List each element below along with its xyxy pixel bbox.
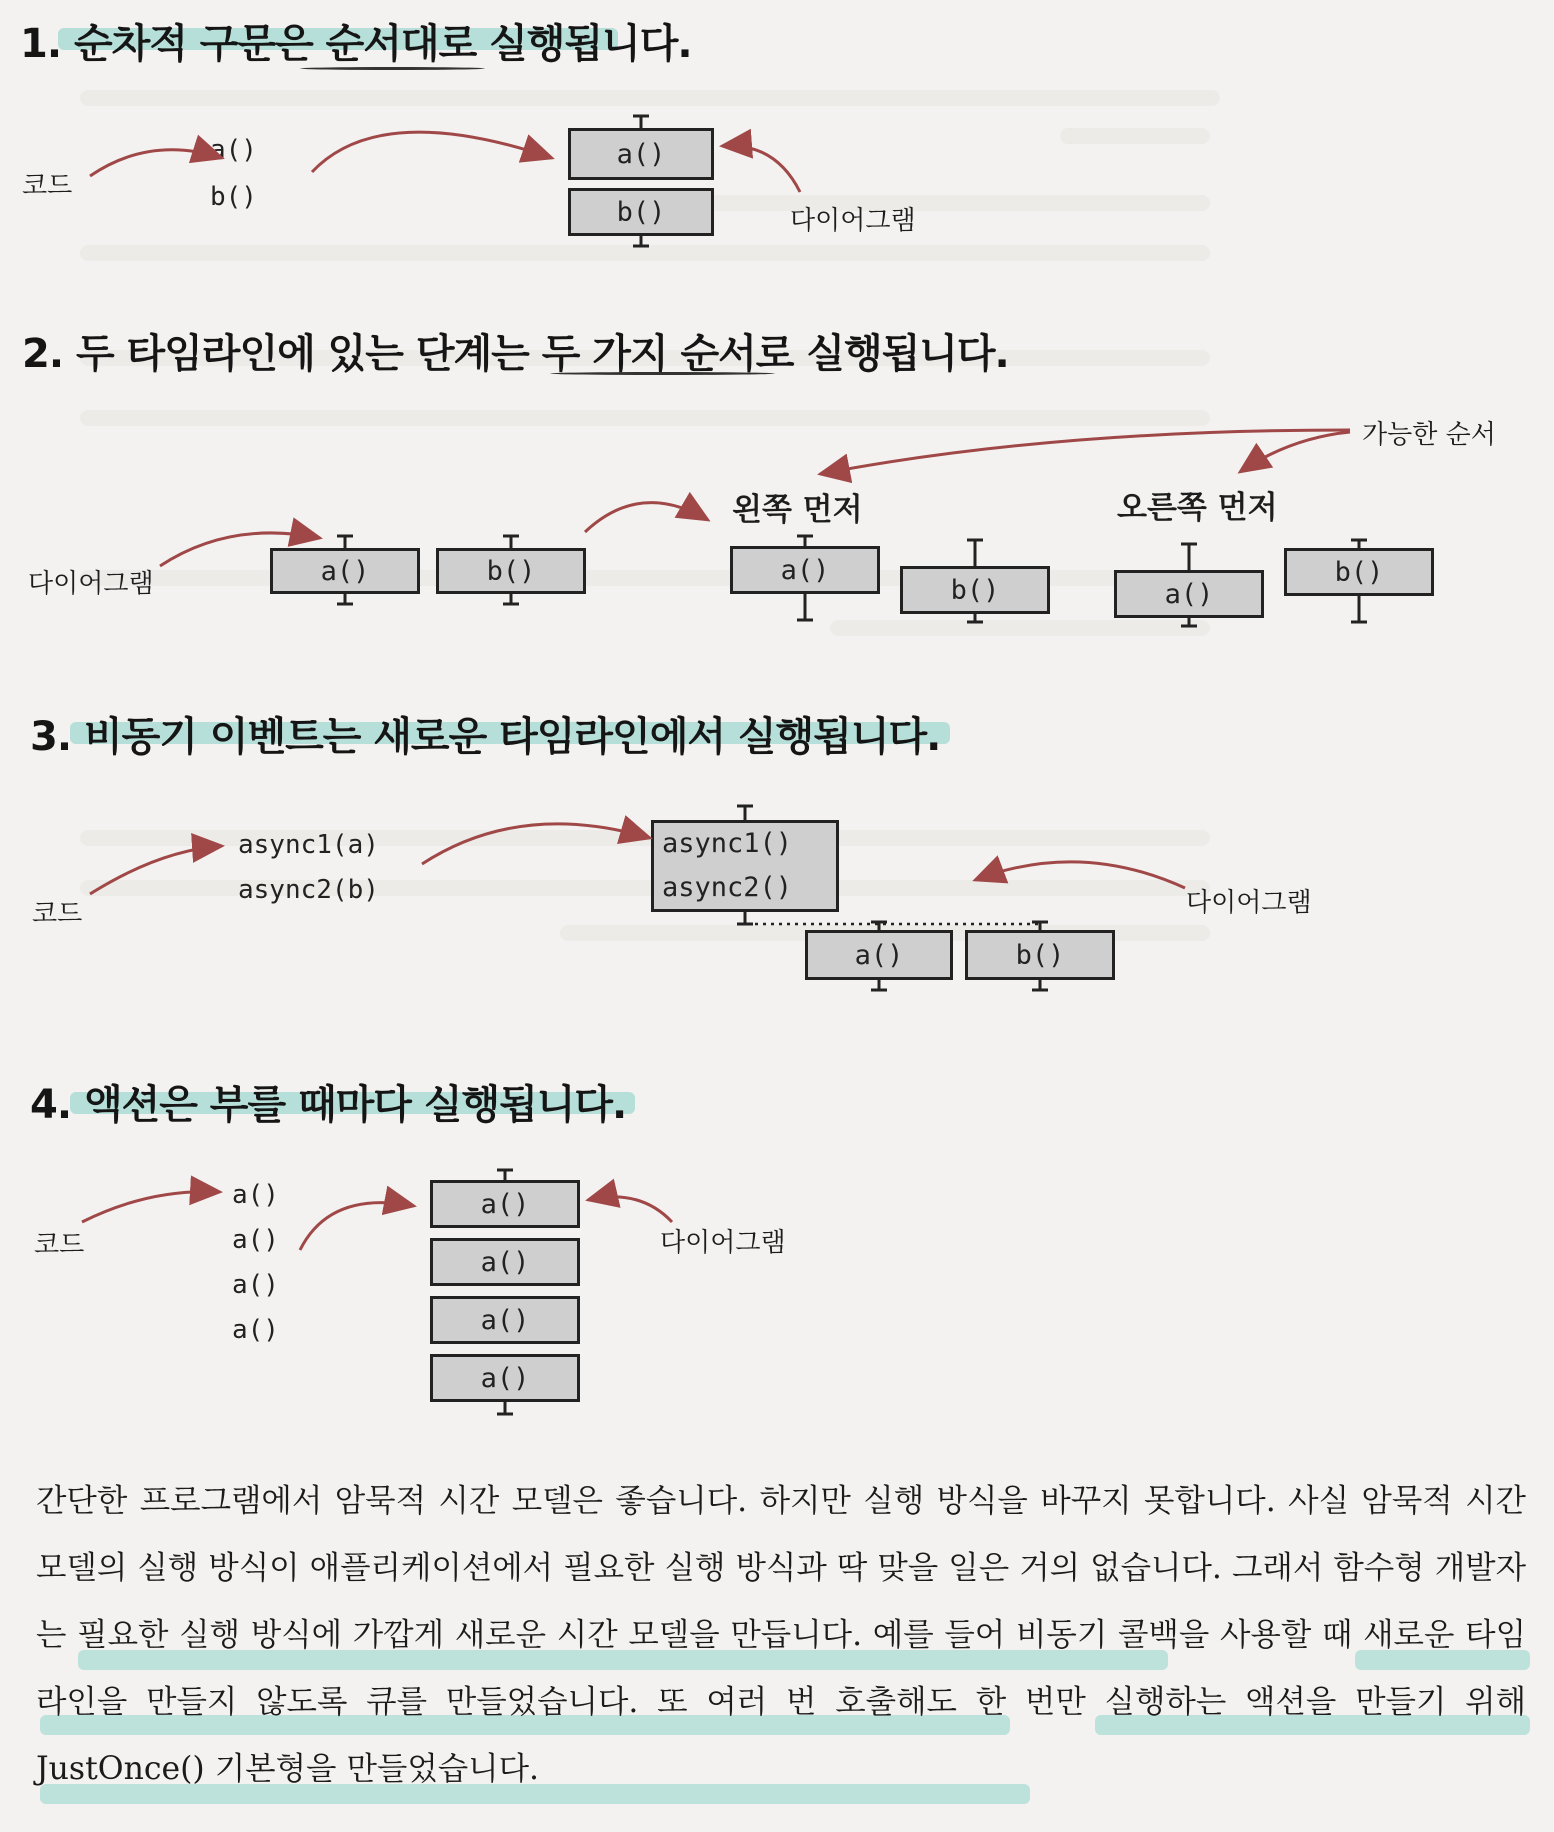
left-first-label: 왼쪽 먼저: [732, 492, 863, 528]
timeline-box: a(): [805, 930, 953, 980]
code-label: 코드: [34, 1230, 85, 1260]
code-line: b(): [210, 182, 257, 212]
section-3-heading: 3. 비동기 이벤트는 새로운 타임라인에서 실행됩니다.: [30, 714, 941, 760]
timeline-box: a(): [430, 1354, 580, 1402]
box-line: async1(): [662, 828, 793, 859]
bleed-through: [80, 90, 1220, 106]
arrow: [300, 1203, 414, 1250]
code-line: a(): [232, 1180, 279, 1210]
timeline-box: a(): [270, 548, 420, 594]
arrow: [588, 1197, 672, 1222]
code-line: async1(a): [238, 830, 379, 860]
arrow: [722, 146, 800, 192]
arrow: [82, 1192, 220, 1222]
arrow: [312, 132, 552, 172]
bleed-through: [830, 620, 1210, 636]
pen-underline: [300, 67, 485, 70]
timeline-box: b(): [900, 566, 1050, 614]
bleed-through: [1060, 128, 1210, 144]
timeline-box: a(): [430, 1296, 580, 1344]
arrow: [585, 503, 708, 532]
bleed-through: [690, 195, 1210, 211]
body-paragraph: 간단한 프로그램에서 암묵적 시간 모델은 좋습니다. 하지만 실행 방식을 바꾸지 못합니다. 사실 암묵적 시간 모델의 실행 방식이 애플리케이션에서 필요한 실행 방식과 딱 맞을 일은 거의 없습니다. 그래서 함수형 개발자는 필요한 실행 방식에 가깝게 새로운 시간 모델을 만듭니다. 예를 들어 비동기 콜백을 사용할 때 새로운 타임라인을 만들지 않도록 큐를 만들었습니다. 또 여러 번 호출해도 한 번만 실행하는 액션을 만들기 위해 JustOnce() 기본형을 만들었습니다.: [36, 1483, 1526, 1787]
timeline-box: a(): [568, 128, 714, 180]
timeline-box: a(): [430, 1180, 580, 1228]
timeline-box: b(): [436, 548, 586, 594]
code-line: async2(b): [238, 875, 379, 905]
section-4-heading: 4. 액션은 부를 때마다 실행됩니다.: [30, 1082, 627, 1128]
right-first-label: 오른쪽 먼저: [1117, 490, 1278, 526]
timeline-box: b(): [1284, 548, 1434, 596]
diagram-label: 다이어그램: [28, 569, 154, 599]
pen-underline: [550, 372, 775, 375]
section-1-heading: 1. 순차적 구문은 순서대로 실행됩니다.: [20, 21, 692, 67]
arrow: [90, 150, 222, 176]
arrow: [820, 430, 1350, 474]
code-line: a(): [232, 1315, 279, 1345]
diagram-label: 다이어그램: [660, 1228, 786, 1258]
bleed-through: [80, 410, 1210, 426]
possible-order-label: 가능한 순서: [1362, 420, 1496, 450]
section-2-heading: 2. 두 타임라인에 있는 단계는 두 가지 순서로 실행됩니다.: [22, 331, 1009, 377]
diagram-label: 다이어그램: [1186, 888, 1312, 918]
async-timeline-box: [651, 820, 839, 912]
timeline-box: a(): [730, 546, 880, 594]
arrow: [1240, 432, 1350, 472]
timeline-box: b(): [965, 930, 1115, 980]
timeline-box: a(): [1114, 570, 1264, 618]
diagram-label: 다이어그램: [790, 206, 916, 236]
timeline-box: b(): [568, 188, 714, 236]
box-line: async2(): [662, 872, 793, 903]
code-line: a(): [232, 1225, 279, 1255]
bleed-through: [80, 245, 1210, 261]
code-line: a(): [210, 135, 257, 165]
code-label: 코드: [22, 171, 73, 201]
code-label: 코드: [32, 899, 83, 929]
timeline-box: a(): [430, 1238, 580, 1286]
code-line: a(): [232, 1270, 279, 1300]
